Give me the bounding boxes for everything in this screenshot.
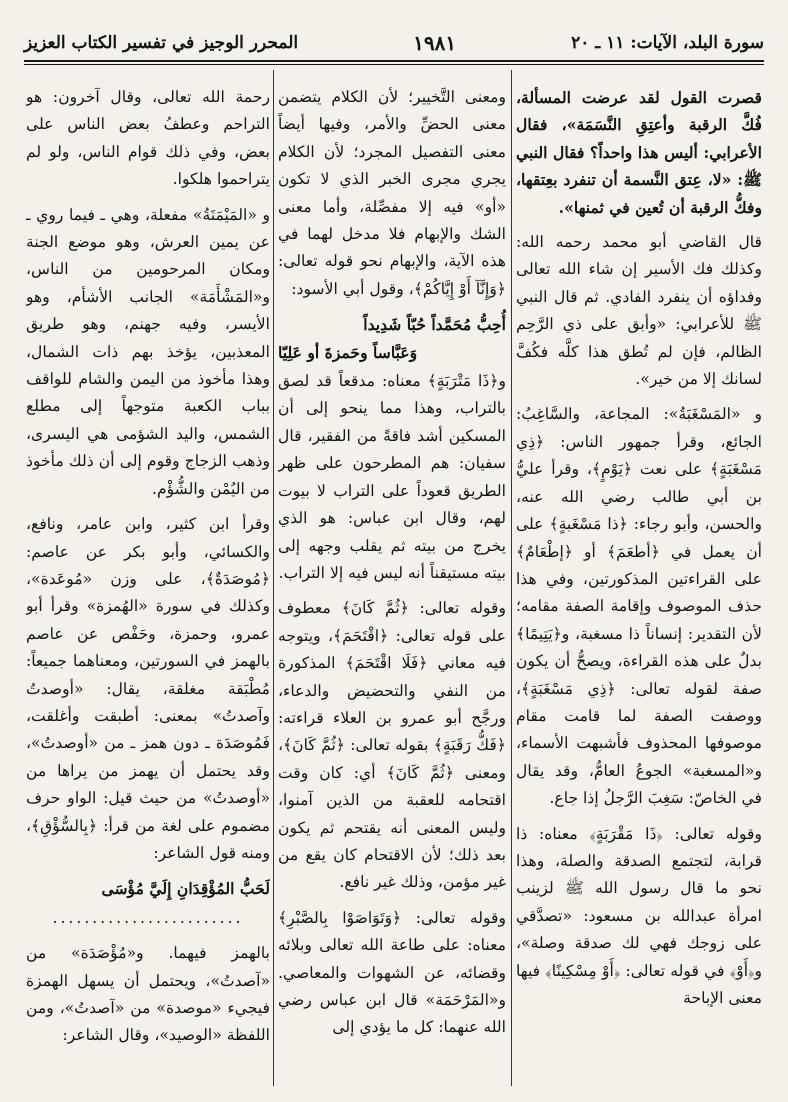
column-middle — [278, 84, 506, 1084]
verse-line: لَحَبُّ المُؤْقِدَانِ إِلَيَّ مُؤْسَى — [101, 879, 270, 899]
paragraph: وقرأ ابن كثير، وابن عامر، ونافع، والكسائي، وأبو بكر عن عاصم: ﴿مُوصَدَةٌ﴾، على وزن «مُوعَدة»، وكذلك في سورة «الهُمزة» وقرأ أبو عمرو، وحمزة، وحَفْص عن عاصم بالهمز في السورتين، ومعناهما جميعاً: مُطْبَقة مغلقة، يقال: «أوصدتُ وآصدتُ» بمعنى: أطبقت وأغلقت، فَمُوصَدَة ـ دون همز ـ من «أوصدتُ»، وقد يحتمل أن يهمز من يراها من «أوصدتُ» من حيث قيل: الواو حرف مضموم على لغة من قرأ: ﴿بِالسُّؤْقِ﴾، ومنه قول الشاعر: — [26, 515, 270, 862]
paragraph: و﴿ذَا مَتْرَبَةٍ﴾ معناه: مدقعاً قد لصق بالتراب، وهذا مما ينحو إلى أن المسكين أشد فاقةً من الفقير، قال سفيان: هم المطرحون على ظهر الطريق قعوداً على التراب لا بيوت لهم، وقال ابن عباس: هو الذي يخرج من بيته ثم يقلب وجهه إلى بيته مستيقناً أنه ليس فيه إلا التراب. — [278, 372, 506, 582]
verse-ellipsis: ........................ — [52, 908, 244, 927]
paragraph: رحمة الله تعالى، وقال آخرون: هو التراحم وعطفُ بعض الناس على بعض، وفي ذلك قوام الناس، ولو لم يتراحموا هلكوا. — [26, 88, 270, 189]
paragraph: و «المَسْغَبَةُ»: المجاعة، والسَّاغِبُ: الجائع، وقرأ جمهور الناس: ﴿ذِي مَسْغَبَةٍ﴾ على نعت ﴿يَوْمٍ﴾، وقرأ عليُّ بن أبي طالب رضي الله عنه، والحسن، وأبو رجاء: ﴿ذا مَسْغَبةٍ﴾ على أن يعمل في ﴿أطعَمَ﴾ أو ﴿إطْعَامٌ﴾ على القراءتين المذكورتين، وفي هذا حذف الموصوف وإقامة الصفة مقامه؛ لأن التقدير: إنساناً ذا مسغبة، و﴿يَتِيمًا﴾ بدلٌ على هذه القراءة، ويصحُّ أن يكون صفة لقوله تعالى: ﴿ذِي مَسْغَبَةٍ﴾، ووصفت الصفة لما قامت مقام موصوفها المحذوف فأشبهت الأسماء، و«المسغبة» الجوعُ العامُّ، وقد يقال في الخاصّ: سَغِبَ الرَّجلُ إذا جاع. — [516, 405, 762, 808]
column-left — [26, 84, 270, 1084]
paragraph: و «المَيْمَنَةُ» مفعلة، وهي ـ فيما روي ـ عن يمين العرش، وهو موضع الجنة ومكان المرحومين من الناس، و«المَشْأَمَة» الجانب الأشأم، وهو الأيسر، وفيه جهنم، وهو طريق المعذبين، يؤخذ بهم ذات الشمال، وهذا مأخوذ من اليمن والشام للواقف بباب الكعبة متوجهاً إلى مطلع الشمس، واليد الشؤمى هي اليسرى، وذهب الزجاج وقوم إلى أن ذلك مأخوذ من اليُمْن والشُّؤْم. — [26, 205, 270, 498]
paragraph: ومعنى التَّخيير؛ لأن الكلام يتضمن معنى الحضِّ والأمر، وفيها أيضاً معنى التفصيل المجرد؛ لأن الكلام يجري مجرى الخبر الذي لا تكون «أو» فيه إلا مفصِّلة، وأما معنى الشك والإبهام فلا مدخل لهما في هذه الآية، والإبهام نحو قوله تعالى: ﴿وَإِنَّآ أَوْ إِيَّاكُمْ﴾، وقول أبي الأسود: — [278, 88, 506, 298]
paragraph: وقوله تعالى: ﴿ثُمَّ كَانَ﴾ معطوف على قوله تعالى: ﴿اقْتَحَمَ﴾، ويتوجه فيه معاني ﴿فَلَا اقْتَحَمَ﴾ المذكورة من النفي والتحضيض والدعاء، ورجَّح أبو عمرو بن العلاء قراءته: ﴿فَكُّ رَقَبَةٍ﴾ بقوله تعالى: ﴿ثُمَّ كَانَ﴾، ومعنى ﴿ثُمَّ كَانَ﴾ أي: كان وقت اقتحامه للعقبة من الذين آمنوا، وليس المعنى أنه يقتحم ثم يكون بعد ذلك؛ لأن الاقتحام كان يقع من غير مؤمن، وذلك غير نافع. — [278, 599, 506, 892]
page-number: ١٩٨١ — [413, 31, 457, 55]
paragraph: قصرت القول لقد عرضت المسألة، فُكَّ الرقبة وأعتِقِ النَّسَمَة»، فقال الأعرابي: أليس هذا واحداً؟ فقال النبي ﷺ: «لا، عِتق النَّسمة أن تنفرد بعِتقها، وفكُّ الرقبة أن تُعين في ثمنها». — [516, 88, 762, 217]
verse-line: أُحِبُّ مُحَمَّداً حُبّاً شَدِيداً — [363, 315, 506, 335]
chapter-info: سورة البلد، الآيات: ١١ ـ ٢٠ — [571, 33, 764, 53]
book-title: المحرر الوجيز في تفسير الكتاب العزيز — [24, 33, 299, 53]
column-right — [516, 84, 762, 1084]
poetry-verse — [26, 875, 270, 902]
paragraph: وقوله تعالى: ﴿ذَا مَقْرَبَةٍ﴾ معناه: ذا قرابة، لتجتمع الصدقة والصلة، وهذا نحو ما قال رسول الله ﷺ لزينب امرأة عبدالله بن مسعود: «تصدَّقي على زوجك فهي لك صدقة وصلة»، و﴿أَوْ﴾ في قوله تعالى: ﴿أَوْ مِسْكِينًا﴾ فيها معنى الإباحة — [516, 824, 762, 1007]
verse-line: وَعَبَّاساً وحَمزةَ أو عَلِيّا — [278, 342, 418, 362]
header-rule — [24, 60, 764, 62]
paragraph: قال القاضي أبو محمد رحمه الله: وكذلك فك الأسير إن شاء الله تعالى وفداؤه أن ينفرد الفادي. ثم قال النبي ﷺ للأعرابي: «وأبق على ذي الرَّحِم الظالم، فإن لم تُطق هذا كلَّه فكُفَّ لسانك إلا من خير». — [516, 233, 762, 389]
paragraph: وقوله تعالى: ﴿وَتَوَاصَوْا بِالصَّبْرِ﴾ معناه: على طاعة الله تعالى وبلائه وقضائه، عن الشهوات والمعاصي. و«المَرْحَمَة» قال ابن عباس رضي الله عنهما: كل ما يؤدي إلى — [278, 908, 506, 1037]
column-divider — [511, 70, 512, 1086]
poetry-verse — [278, 311, 506, 366]
paragraph: بالهمز فيهما. و«مُؤْصَدَة» من «آصدتُ»، ويحتمل أن يسهل الهمزة فيجيء «موصدة» من «آصدتُ»، ومن اللفظة «الوصيد»، وقال الشاعر: — [26, 944, 270, 1045]
header-rule-thin — [24, 64, 764, 65]
column-divider — [273, 70, 274, 1086]
running-header — [24, 26, 764, 60]
